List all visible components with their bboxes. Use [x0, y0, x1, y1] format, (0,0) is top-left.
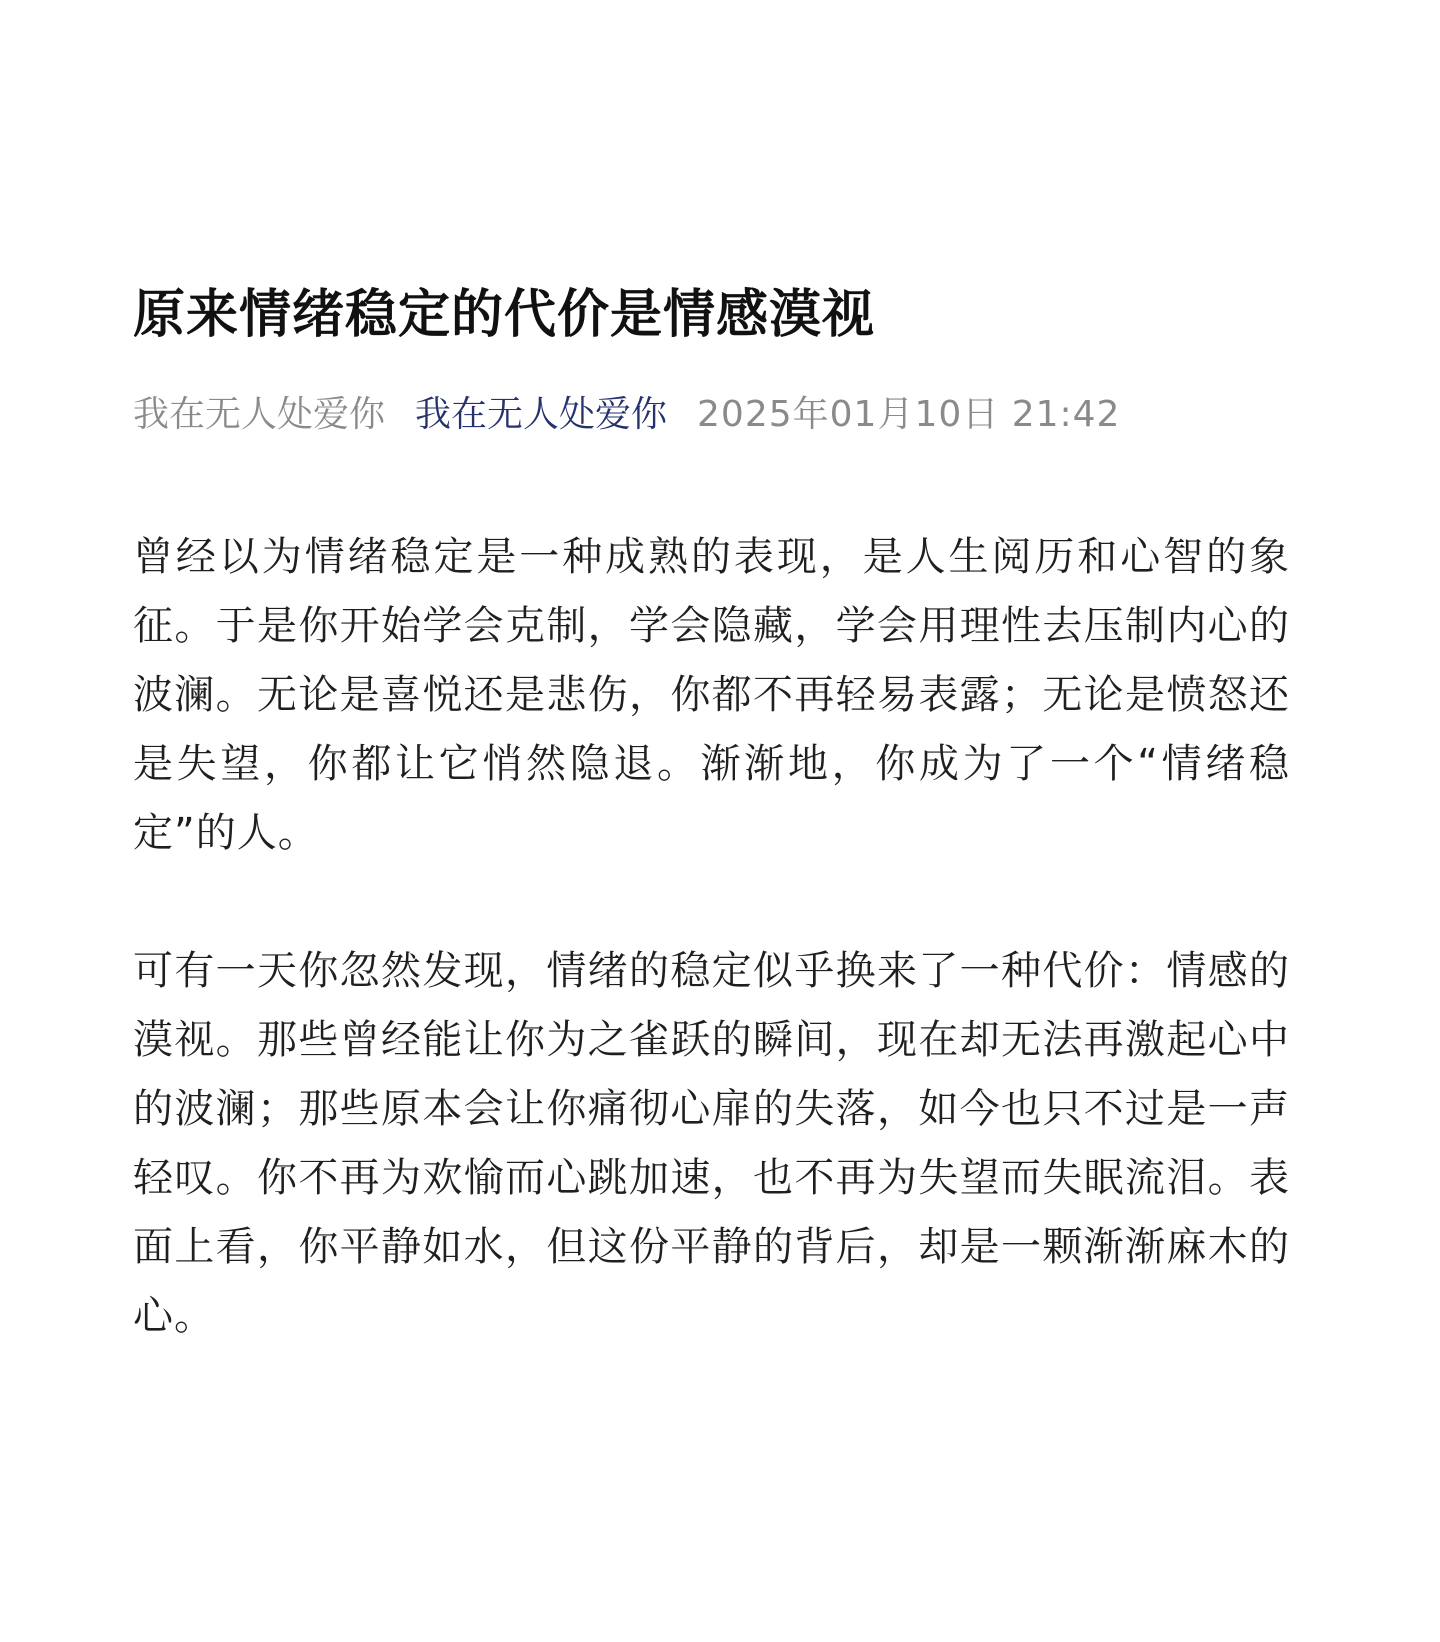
author-link[interactable]: 我在无人处爱你 [415, 394, 668, 435]
article-meta [133, 391, 1290, 439]
article-title: 原来情绪稳定的代价是情感漠视 [133, 285, 876, 345]
publish-time: 2025年01月10日 21:42 [697, 394, 1121, 435]
paragraph: 可有一天你忽然发现，情绪的稳定似乎换来了一种代价：情感的漠视。那些曾经能让你为之雀跃的瞬间，现在却无法再激起心中的波澜；那些原本会让你痛彻心扉的失落，如今也只不过是一声轻叹。你不再为欢愉而心跳加速，也不再为失望而失眠流泪。表面上看，你平静如水，但这份平静的背后，却是一颗渐渐麻木的心。 [133, 948, 1290, 1339]
paragraph: 曾经以为情绪稳定是一种成熟的表现，是人生阅历和心智的象征。于是你开始学会克制，学会隐藏，学会用理性去压制内心的波澜。无论是喜悦还是悲伤，你都不再轻易表露；无论是愤怒还是失望，你都让它悄然隐退。渐渐地，你成为了一个“情绪稳定”的人。 [133, 534, 1290, 856]
article-body [133, 523, 1290, 1351]
source-name: 我在无人处爱你 [133, 394, 386, 435]
